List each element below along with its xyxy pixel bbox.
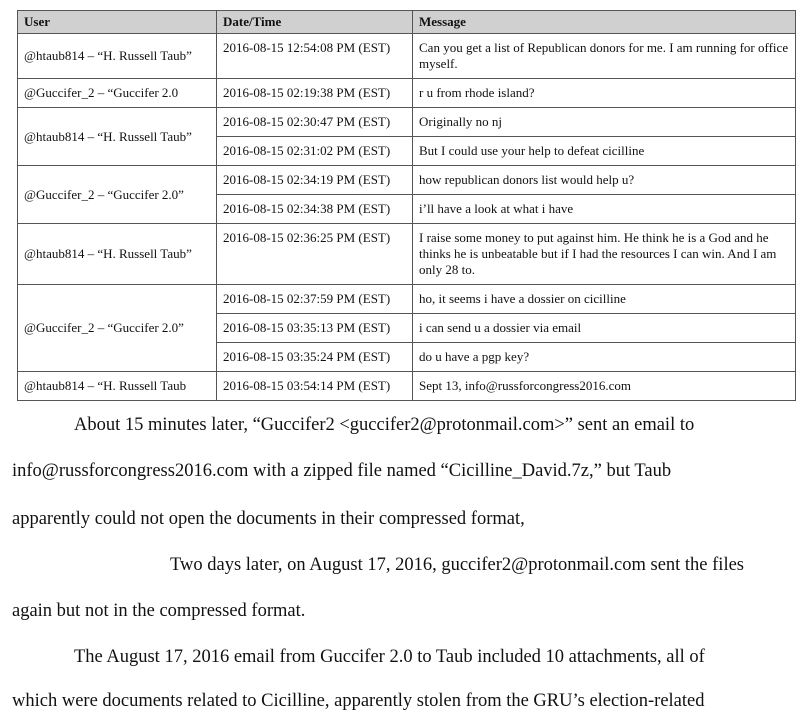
- header-datetime: Date/Time: [217, 11, 413, 34]
- message-cell: ho, it seems i have a dossier on cicilline: [413, 285, 796, 314]
- user-cell: @htaub814 – “H. Russell Taub”: [18, 34, 217, 79]
- user-cell: @Guccifer_2 – “Guccifer 2.0”: [18, 285, 217, 372]
- datetime-cell: 2016-08-15 03:35:13 PM (EST): [217, 314, 413, 343]
- table-row: [18, 34, 796, 79]
- message-cell: Sept 13, info@russforcongress2016.com: [413, 372, 796, 401]
- user-cell: @Guccifer_2 – “Guccifer 2.0”: [18, 166, 217, 224]
- message-cell: how republican donors list would help u?: [413, 166, 796, 195]
- body-line: again but not in the compressed format.: [12, 601, 306, 621]
- table-row: [18, 108, 796, 137]
- body-line: info@russforcongress2016.com with a zipped file named “Cicilline_David.7z,” but Taub: [12, 461, 672, 481]
- table-header-row: [18, 11, 796, 34]
- datetime-cell: 2016-08-15 03:35:24 PM (EST): [217, 343, 413, 372]
- message-cell: i can send u a dossier via email: [413, 314, 796, 343]
- user-cell: @htaub814 – “H. Russell Taub”: [18, 224, 217, 285]
- body-line: The August 17, 2016 email from Guccifer 2.0 to Taub included 10 attachments, all of: [74, 647, 705, 667]
- datetime-cell: 2016-08-15 02:34:19 PM (EST): [217, 166, 413, 195]
- body-line: Two days later, on August 17, 2016, guccifer2@protonmail.com sent the files: [170, 555, 744, 575]
- table-row: [18, 166, 796, 195]
- user-cell: @htaub814 – “H. Russell Taub”: [18, 108, 217, 166]
- datetime-cell: 2016-08-15 02:30:47 PM (EST): [217, 108, 413, 137]
- message-cell: i’ll have a look at what i have: [413, 195, 796, 224]
- body-line: About 15 minutes later, “Guccifer2 <guccifer2@protonmail.com>” sent an email to: [74, 415, 695, 435]
- message-cell: Can you get a list of Republican donors for me. I am running for office myself.: [413, 34, 796, 79]
- message-cell: But I could use your help to defeat cicilline: [413, 137, 796, 166]
- datetime-cell: 2016-08-15 12:54:08 PM (EST): [217, 34, 413, 79]
- user-cell: @Guccifer_2 – “Guccifer 2.0: [18, 79, 217, 108]
- table-row: [18, 79, 796, 108]
- datetime-cell: 2016-08-15 02:31:02 PM (EST): [217, 137, 413, 166]
- body-line: apparently could not open the documents in their compressed format,: [12, 509, 525, 529]
- datetime-cell: 2016-08-15 03:54:14 PM (EST): [217, 372, 413, 401]
- table-row: [18, 224, 796, 285]
- datetime-cell: 2016-08-15 02:34:38 PM (EST): [217, 195, 413, 224]
- table-row: [18, 372, 796, 401]
- datetime-cell: 2016-08-15 02:37:59 PM (EST): [217, 285, 413, 314]
- chat-log-table: [17, 10, 796, 401]
- datetime-cell: 2016-08-15 02:36:25 PM (EST): [217, 224, 413, 285]
- datetime-cell: 2016-08-15 02:19:38 PM (EST): [217, 79, 413, 108]
- message-cell: do u have a pgp key?: [413, 343, 796, 372]
- header-user: User: [18, 11, 217, 34]
- user-cell: @htaub814 – “H. Russell Taub: [18, 372, 217, 401]
- message-cell: Originally no nj: [413, 108, 796, 137]
- body-line: which were documents related to Cicilline, apparently stolen from the GRU’s election-related: [12, 691, 705, 711]
- header-message: Message: [413, 11, 796, 34]
- message-cell: I raise some money to put against him. He think he is a God and he thinks he is unbeatable but if I had the resources I can win. And I am only 28 to.: [413, 224, 796, 285]
- message-cell: r u from rhode island?: [413, 79, 796, 108]
- table-row: [18, 285, 796, 314]
